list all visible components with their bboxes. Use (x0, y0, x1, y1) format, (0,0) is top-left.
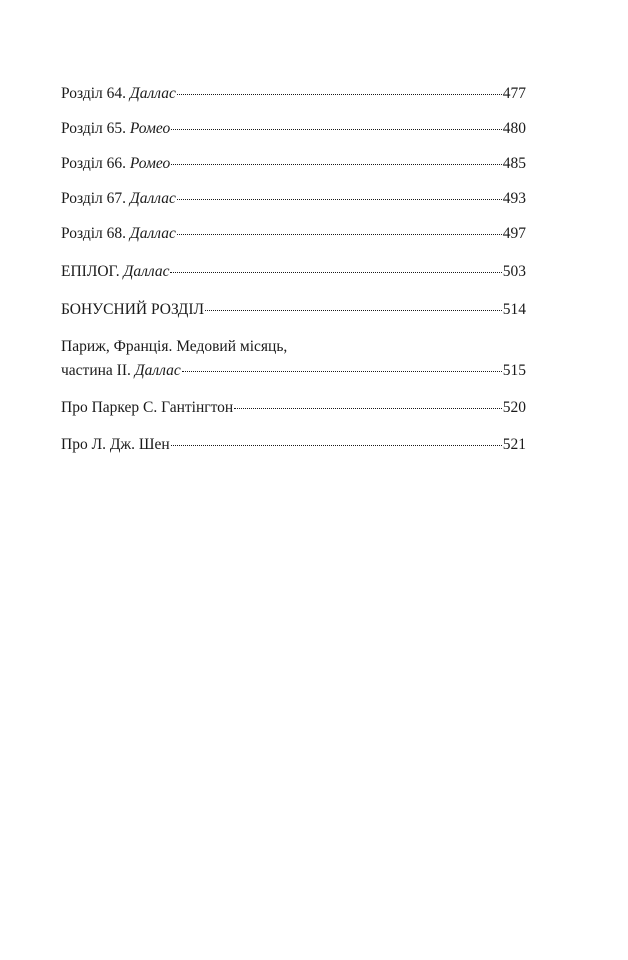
toc-entry-prefix: Розділ 65. (61, 120, 130, 137)
toc-entry-name: Даллас (134, 362, 181, 379)
toc-entry-title (61, 152, 170, 176)
toc-entry[interactable] (61, 152, 526, 176)
toc-entry-prefix: Про Паркер С. Гантінгтон (61, 399, 234, 416)
dot-leader (177, 94, 502, 95)
toc-entry-row (61, 433, 526, 457)
toc-entry-name: Ромео (129, 155, 171, 172)
dot-leader (171, 445, 502, 446)
dot-leader (234, 408, 502, 409)
toc-entry-title (61, 359, 181, 383)
toc-entry-title (61, 187, 176, 211)
toc-entry-page: 503 (502, 263, 526, 280)
toc-entry-name: Даллас (129, 190, 176, 207)
toc-entry-page: 514 (502, 301, 526, 318)
toc-entry-title (61, 260, 169, 284)
toc-entry-title (61, 433, 170, 457)
toc-entry-about-author[interactable] (61, 396, 526, 420)
toc-entry-row (61, 152, 526, 176)
toc-entry-first-line: Париж, Франція. Медовий місяць, (61, 338, 288, 355)
toc-entry-row (61, 298, 526, 322)
toc-entry-name: Даллас (129, 85, 176, 102)
dot-leader (177, 234, 502, 235)
toc-entry-title (61, 117, 170, 141)
toc-entry[interactable] (61, 117, 526, 141)
toc-entry-title (61, 222, 176, 246)
dot-leader (171, 164, 501, 165)
table-of-contents (61, 78, 526, 457)
toc-entry-page: 521 (502, 436, 526, 453)
toc-entry-epilogue[interactable] (61, 260, 526, 284)
toc-entry-page: 520 (502, 399, 526, 416)
dot-leader (205, 310, 502, 311)
toc-entry-paris[interactable] (61, 335, 526, 383)
toc-entry-page: 497 (502, 225, 526, 242)
toc-entry[interactable] (61, 187, 526, 211)
toc-entry-row (61, 117, 526, 141)
toc-entry-row (61, 82, 526, 106)
toc-entry-row (61, 396, 526, 420)
toc-entry-name: Даллас (129, 225, 176, 242)
toc-entry-prefix: Розділ 64. (61, 85, 130, 102)
dot-leader (182, 371, 502, 372)
toc-entry-page: 493 (502, 190, 526, 207)
toc-entry-title (61, 298, 204, 322)
toc-entry-prefix: Розділ 68. (61, 225, 130, 242)
toc-entry-prefix: БОНУСНИЙ РОЗДІЛ (61, 301, 205, 318)
toc-entry-prefix: ЕПІЛОГ. (61, 263, 124, 280)
toc-entry-prefix: частина ІІ. (61, 362, 135, 379)
toc-entry-prefix: Розділ 67. (61, 190, 130, 207)
toc-entry-row (61, 187, 526, 211)
toc-entry-row (61, 359, 526, 383)
toc-entry-prefix: Про Л. Дж. Шен (61, 436, 170, 453)
toc-entry-name: Ромео (129, 120, 171, 137)
toc-entry-title (61, 396, 233, 420)
dot-leader (177, 199, 502, 200)
toc-entry-title (61, 82, 176, 106)
toc-entry-page: 515 (502, 362, 526, 379)
toc-entry-name: Даллас (123, 263, 170, 280)
toc-entry-bonus-chapter[interactable] (61, 298, 526, 322)
dot-leader (170, 272, 501, 273)
toc-entry-page: 480 (502, 120, 526, 137)
toc-entry-row (61, 222, 526, 246)
toc-entry-page: 485 (502, 155, 526, 172)
toc-entry[interactable] (61, 222, 526, 246)
toc-entry-row (61, 260, 526, 284)
toc-entry-about-author[interactable] (61, 433, 526, 457)
toc-entry[interactable] (61, 82, 526, 106)
toc-entry-page: 477 (502, 85, 526, 102)
toc-entry-prefix: Розділ 66. (61, 155, 130, 172)
dot-leader (171, 129, 501, 130)
